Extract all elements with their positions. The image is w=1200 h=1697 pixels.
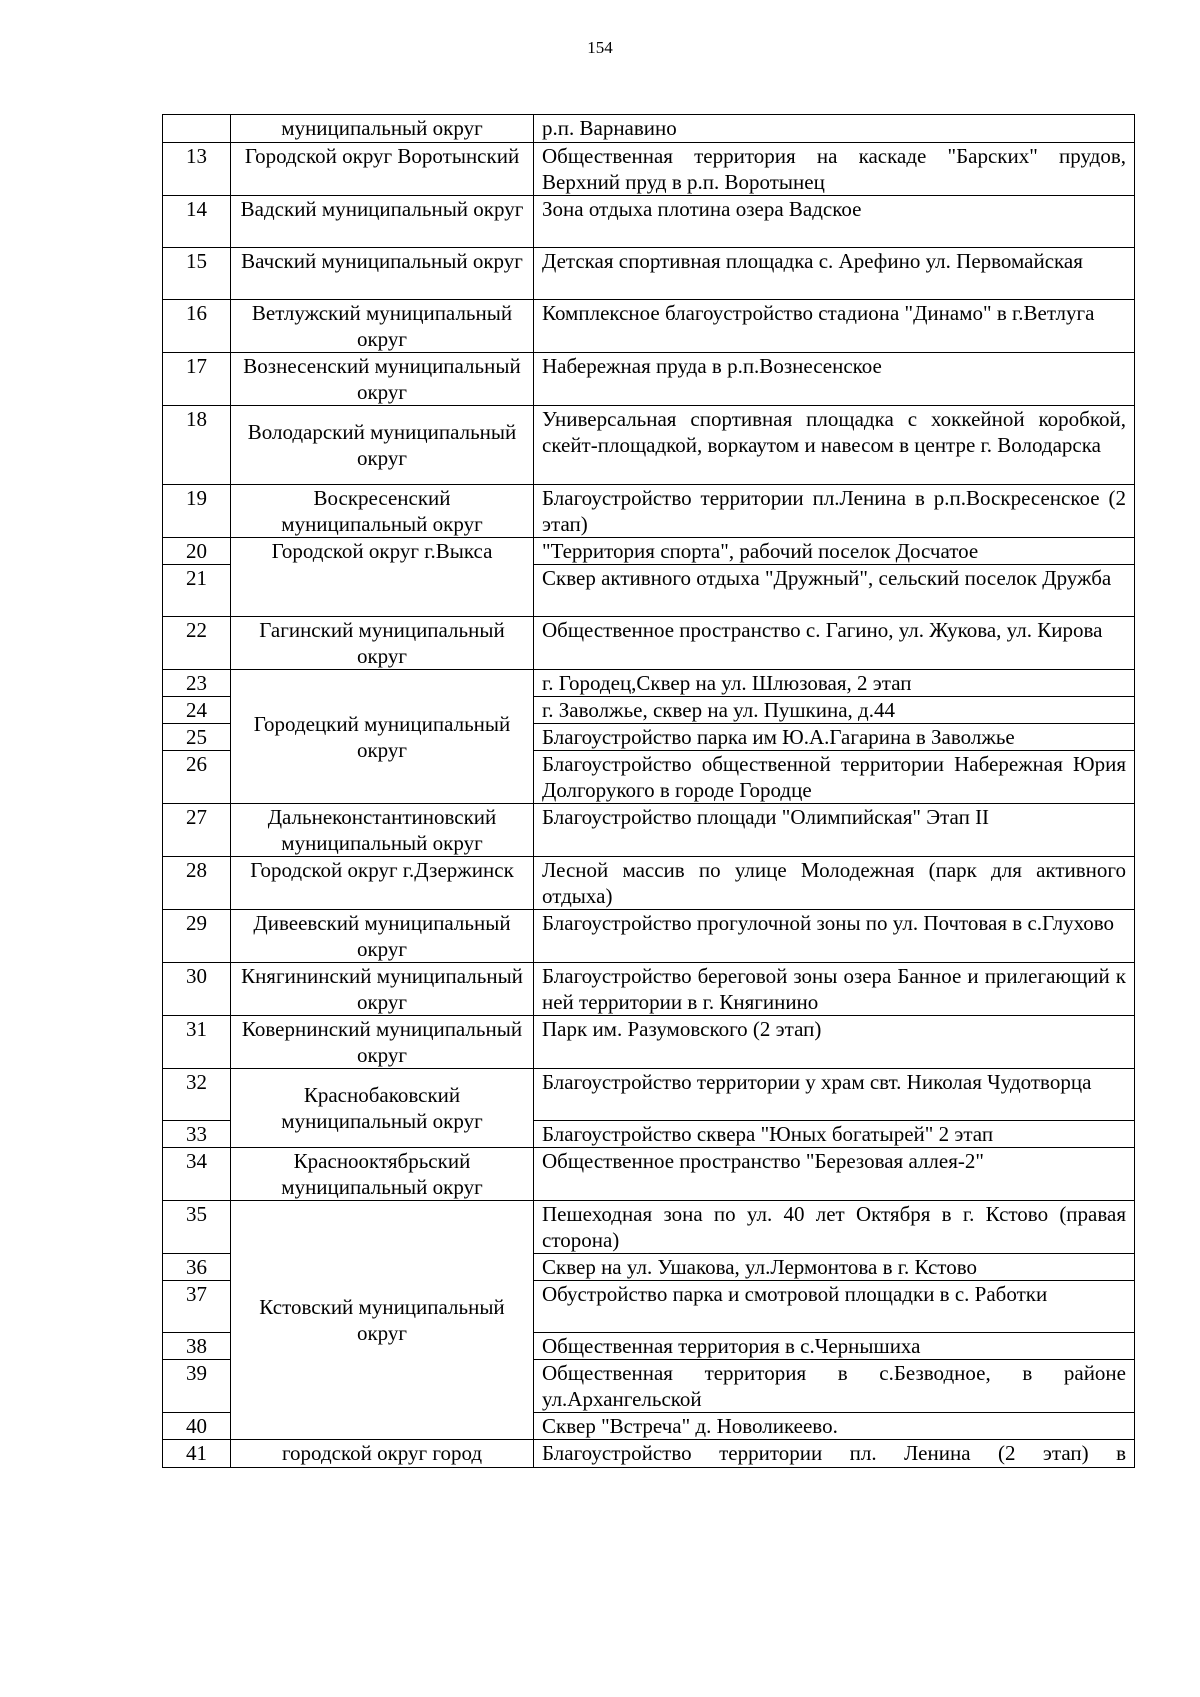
table-row	[163, 115, 1135, 143]
table-row	[163, 538, 1135, 565]
row-number: 37	[163, 1281, 231, 1333]
object-cell: Благоустройство береговой зоны озера Банное и прилегающий к ней территории в г. Княгинино	[534, 963, 1135, 1016]
object-cell: Сквер "Встреча" д. Новоликеево.	[534, 1413, 1135, 1440]
object-cell: г. Городец,Сквер на ул. Шлюзовая, 2 этап	[534, 670, 1135, 697]
object-cell: Набережная пруда в р.п.Вознесенское	[534, 353, 1135, 406]
district-cell: Ветлужский муниципальный округ	[231, 300, 534, 353]
row-number: 38	[163, 1333, 231, 1360]
object-cell: "Территория спорта", рабочий поселок Досчатое	[534, 538, 1135, 565]
table-row	[163, 1148, 1135, 1201]
row-number: 23	[163, 670, 231, 697]
row-number	[163, 115, 231, 143]
row-number: 15	[163, 248, 231, 300]
table-row	[163, 406, 1135, 485]
district-cell: муниципальный округ	[231, 115, 534, 143]
district-cell: Володарский муниципальный округ	[231, 406, 534, 485]
row-number: 31	[163, 1016, 231, 1069]
object-cell: Лесной массив по улице Молодежная (парк для активного отдыха)	[534, 857, 1135, 910]
row-number: 20	[163, 538, 231, 565]
row-number: 41	[163, 1440, 231, 1468]
object-cell: Общественное пространство с. Гагино, ул. Жукова, ул. Кирова	[534, 617, 1135, 670]
row-number: 30	[163, 963, 231, 1016]
object-cell: Пешеходная зона по ул. 40 лет Октября в г. Кстово (правая сторона)	[534, 1201, 1135, 1254]
object-cell: р.п. Варнавино	[534, 115, 1135, 143]
row-number: 33	[163, 1121, 231, 1148]
table-row	[163, 353, 1135, 406]
object-cell: Сквер активного отдыха "Дружный", сельский поселок Дружба	[534, 565, 1135, 617]
object-cell: Универсальная спортивная площадка с хоккейной коробкой, скейт-площадкой, воркаутом и навесом в центре г. Володарска	[534, 406, 1135, 485]
table-row	[163, 804, 1135, 857]
table-row	[163, 485, 1135, 538]
object-cell: г. Заволжье, сквер на ул. Пушкина, д.44	[534, 697, 1135, 724]
object-cell: Благоустройство территории пл.Ленина в р.п.Воскресенское (2 этап)	[534, 485, 1135, 538]
district-cell: Городской округ Воротынский	[231, 143, 534, 196]
table-row	[163, 857, 1135, 910]
object-cell: Общественное пространство "Березовая аллея-2"	[534, 1148, 1135, 1201]
row-number: 34	[163, 1148, 231, 1201]
object-cell: Детская спортивная площадка с. Арефино ул. Первомайская	[534, 248, 1135, 300]
object-cell: Зона отдыха плотина озера Вадское	[534, 196, 1135, 248]
row-number: 36	[163, 1254, 231, 1281]
row-number: 40	[163, 1413, 231, 1440]
row-number: 22	[163, 617, 231, 670]
object-cell: Благоустройство площади "Олимпийская" Этап II	[534, 804, 1135, 857]
row-number: 17	[163, 353, 231, 406]
district-cell: Городской округ г.Дзержинск	[231, 857, 534, 910]
table-row	[163, 1440, 1135, 1468]
district-cell: Вачский муниципальный округ	[231, 248, 534, 300]
row-number: 21	[163, 565, 231, 617]
object-cell: Общественная территория в с.Чернышиха	[534, 1333, 1135, 1360]
improvement-objects-table	[162, 114, 1135, 1468]
table-row	[163, 910, 1135, 963]
row-number: 24	[163, 697, 231, 724]
row-number: 16	[163, 300, 231, 353]
table-row	[163, 1069, 1135, 1121]
row-number: 39	[163, 1360, 231, 1413]
table-row	[163, 196, 1135, 248]
table-row	[163, 963, 1135, 1016]
object-cell: Благоустройство прогулочной зоны по ул. Почтовая в с.Глухово	[534, 910, 1135, 963]
district-cell: Дальнеконстантиновский муниципальный округ	[231, 804, 534, 857]
object-cell: Парк им. Разумовского (2 этап)	[534, 1016, 1135, 1069]
object-cell: Благоустройство территории у храм свт. Николая Чудотворца	[534, 1069, 1135, 1121]
row-number: 27	[163, 804, 231, 857]
district-cell: Краснооктябрьский муниципальный округ	[231, 1148, 534, 1201]
row-number: 32	[163, 1069, 231, 1121]
district-cell: Воскресенский муниципальный округ	[231, 485, 534, 538]
object-cell: Благоустройство общественной территории Набережная Юрия Долгорукого в городе Городце	[534, 751, 1135, 804]
table-row	[163, 670, 1135, 697]
row-number: 26	[163, 751, 231, 804]
row-number: 14	[163, 196, 231, 248]
district-cell: Кстовский муниципальный округ	[231, 1201, 534, 1440]
object-cell: Сквер на ул. Ушакова, ул.Лермонтова в г. Кстово	[534, 1254, 1135, 1281]
object-cell: Благоустройство сквера "Юных богатырей" 2 этап	[534, 1121, 1135, 1148]
object-cell: Комплексное благоустройство стадиона "Динамо" в г.Ветлуга	[534, 300, 1135, 353]
object-cell: Общественная территория в с.Безводное, в районе ул.Архангельской	[534, 1360, 1135, 1413]
object-cell: Обустройство парка и смотровой площадки в с. Работки	[534, 1281, 1135, 1333]
page-number: 154	[587, 38, 613, 57]
row-number: 28	[163, 857, 231, 910]
row-number: 25	[163, 724, 231, 751]
district-cell: Краснобаковский муниципальный округ	[231, 1069, 534, 1148]
table-row	[163, 1016, 1135, 1069]
row-number: 13	[163, 143, 231, 196]
table-row	[163, 248, 1135, 300]
table-row	[163, 617, 1135, 670]
object-cell: Общественная территория на каскаде "Барских" прудов, Верхний пруд в р.п. Воротынец	[534, 143, 1135, 196]
district-cell: Гагинский муниципальный округ	[231, 617, 534, 670]
district-cell: Городецкий муниципальный округ	[231, 670, 534, 804]
object-cell: Благоустройство парка им Ю.А.Гагарина в Заволжье	[534, 724, 1135, 751]
district-cell: Дивеевский муниципальный округ	[231, 910, 534, 963]
table-row	[163, 300, 1135, 353]
district-cell: Вадский муниципальный округ	[231, 196, 534, 248]
district-cell: Вознесенский муниципальный округ	[231, 353, 534, 406]
row-number: 35	[163, 1201, 231, 1254]
table-row	[163, 1201, 1135, 1254]
row-number: 29	[163, 910, 231, 963]
table-row	[163, 143, 1135, 196]
district-cell: Ковернинский муниципальный округ	[231, 1016, 534, 1069]
row-number: 19	[163, 485, 231, 538]
district-cell: Княгининский муниципальный округ	[231, 963, 534, 1016]
row-number: 18	[163, 406, 231, 485]
district-cell: городской округ город	[231, 1440, 534, 1468]
object-cell: Благоустройство территории пл. Ленина (2 этап) в	[534, 1440, 1135, 1468]
district-cell: Городской округ г.Выкса	[231, 538, 534, 617]
